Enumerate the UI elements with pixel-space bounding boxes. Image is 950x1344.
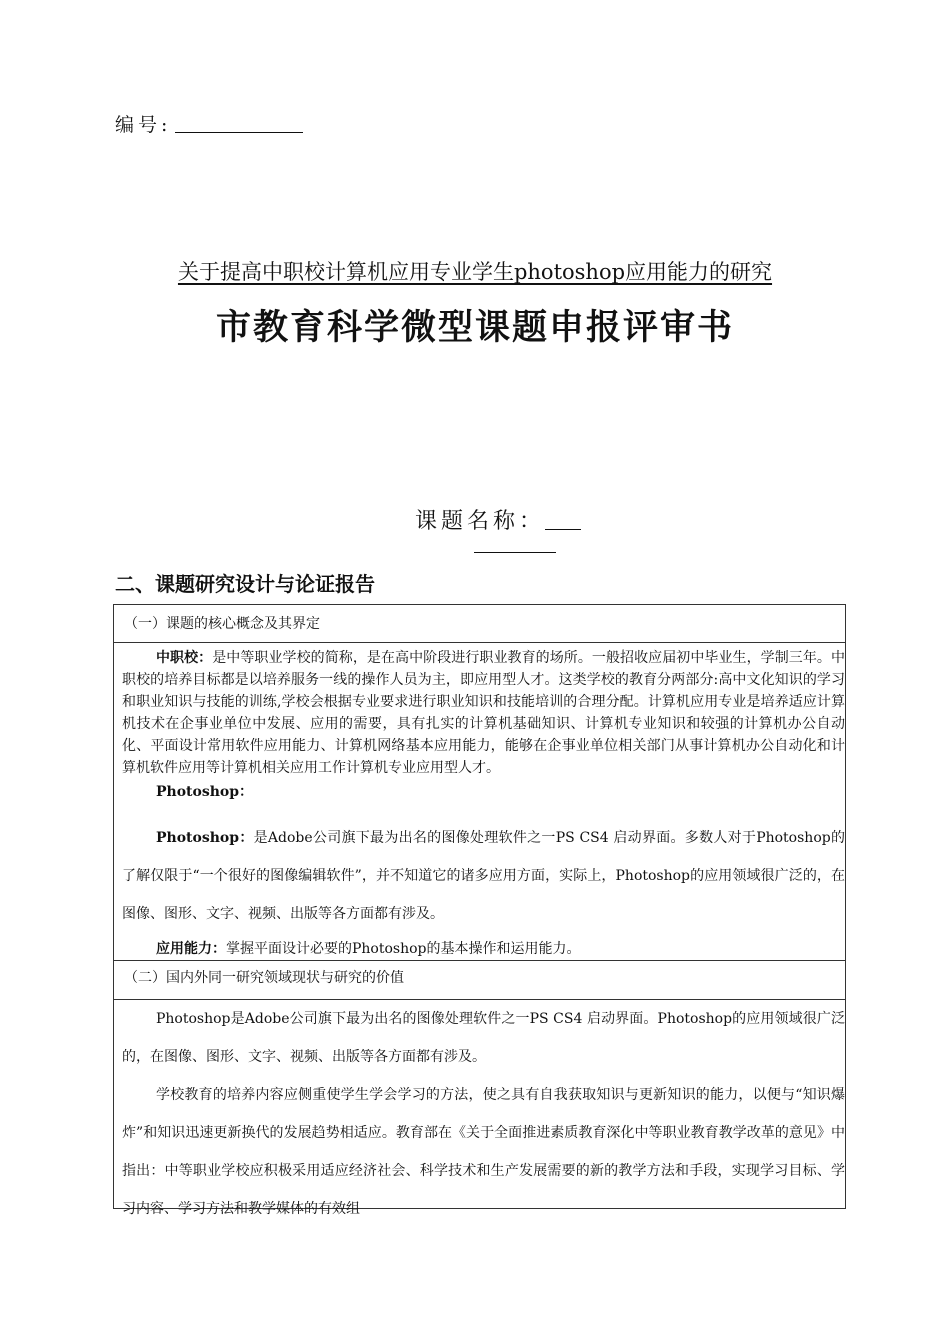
term-photoshop: Photoshop：: [156, 784, 254, 800]
topic-name-blank-line2[interactable]: [474, 552, 556, 553]
section-heading: 二、课题研究设计与论证报告: [115, 572, 375, 596]
part1-content: [122, 647, 845, 803]
document-title: 市教育科学微型课题申报评审书: [215, 307, 734, 348]
serial-number-label: 编号:: [115, 114, 172, 136]
paragraph-zhongzhixiao: [122, 647, 845, 779]
paragraph-school-education: 学校教育的培养内容应侧重使学生学会学习的方法，使之具有自我获取知识与更新知识的能力，以便与“知识爆炸”和知识迅速更新换代的发展趋势相适应。教育部在《关于全面推进素质教育深化中等职业教育教学改革的意见》中指出：中等职业学校应积极采用适应经济社会、科学技术和生产发展需要的新的教学方法和手段，实现学习目标、学习内容、学习方法和教学媒体的有效组: [122, 1087, 845, 1217]
part2-heading: （二）国内外同一研究领域现状与研究的价值: [124, 970, 404, 986]
paragraph-photoshop-field: Photoshop是Adobe公司旗下最为出名的图像处理软件之一PS CS4 启动界面。Photoshop的应用领域很广泛的，在图像、图形、文字、视频、出版等各方面都有涉及。: [122, 1011, 845, 1065]
report-table: [113, 604, 846, 1217]
paragraph-photoshop-1: [122, 781, 845, 803]
paragraph-text: 是中等职业学校的简称，是在高中阶段进行职业教育的场所。一般招收应届初中毕业生，学制三年。中职校的培养目标都是以培养服务一线的操作人员为主，即应用型人才。这类学校的教育分两部分:高中文化知识的学习和职业知识与技能的训练,学校会根据专业要求进行职业知识和技能培训的合理分配。计算机应用专业是培养适应计算机技术在企事业单位中发展、应用的需要，具有扎实的计算机基础知识、计算机专业知识和较强的计算机办公自动化、平面设计常用软件应用能力、计算机网络基本应用能力，能够在企事业单位相关部门从事计算机办公自动化和计算机软件应用等计算机相关应用工作计算机专业应用型人才。: [122, 650, 845, 776]
topic-name-label: 课题名称：: [415, 509, 546, 534]
table-divider: [114, 960, 845, 961]
term-zhongzhixiao: 中职校：: [156, 650, 213, 666]
paragraph-text: 掌握平面设计必要的Photoshop的基本操作和运用能力。: [226, 941, 581, 957]
table-divider: [114, 642, 845, 643]
serial-number-field: [115, 110, 303, 137]
serial-number-blank[interactable]: [175, 114, 303, 133]
part1-photoshop-content: [122, 819, 845, 965]
part1-heading: （一）课题的核心概念及其界定: [124, 616, 320, 632]
part2-content: [122, 1000, 845, 1228]
paragraph-photoshop: [122, 819, 845, 933]
term-photoshop-inline: Photoshop：: [156, 830, 254, 846]
research-subtitle: 关于提高中职校计算机应用专业学生photoshop应用能力的研究: [177, 260, 773, 284]
topic-name-blank[interactable]: [545, 509, 581, 530]
topic-name-field: [415, 504, 581, 535]
term-ability: 应用能力：: [156, 941, 226, 957]
paragraph-text: 是Adobe公司旗下最为出名的图像处理软件之一PS CS4 启动界面。多数人对于Photoshop的了解仅限于“一个很好的图像编辑软件”，并不知道它的诸多应用方面，实际上，Photoshop的应用领域很广泛的，在图像、图形、文字、视频、出版等各方面都有涉及。: [122, 830, 845, 922]
